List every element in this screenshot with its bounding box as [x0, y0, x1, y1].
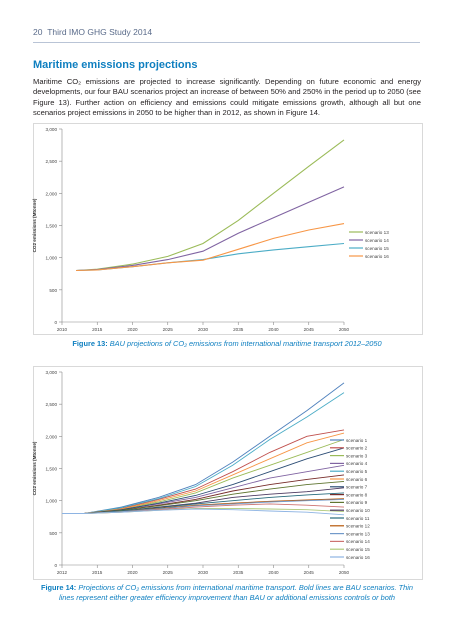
- x-tick-label: 2030: [197, 570, 209, 575]
- series-line: [62, 433, 344, 513]
- x-tick-label: 2020: [127, 570, 138, 575]
- x-tick-label: 2040: [268, 570, 279, 575]
- section-title: Maritime emissions projections: [33, 59, 198, 71]
- running-title: Third IMO GHG Study 2014: [47, 27, 153, 37]
- legend-entry: scenario 10: [346, 508, 370, 513]
- figure-13-svg: [34, 124, 422, 334]
- figure-14-chart: [33, 366, 423, 580]
- legend-entry: scenario 14: [365, 237, 389, 243]
- y-tick-label: 1,000: [45, 255, 57, 261]
- legend-entry: scenario 15: [365, 245, 389, 251]
- header-rule: [33, 42, 420, 43]
- y-axis-label: CO2 emissions (Mtonne): [32, 198, 37, 253]
- x-tick-label: 2045: [303, 570, 314, 575]
- figure-13-chart: [33, 123, 423, 335]
- x-tick-label: 2015: [92, 570, 103, 575]
- legend-entry: scenario 12: [346, 523, 370, 529]
- figure-14-caption-text: Projections of CO₂ emissions from international maritime transport. Bold lines are BAU scenarios. Thin lines represent either greater efficiency improvement than BAU or additional emissions controls or both: [58, 583, 414, 602]
- x-tick-label: 2050: [338, 327, 350, 332]
- y-axis-label: CO2 emissions (Mtonne): [32, 441, 37, 496]
- x-tick-label: 2035: [233, 570, 244, 575]
- legend-entry: scenario 5: [346, 469, 368, 474]
- body-paragraph: Maritime CO₂ emissions are projected to increase significantly. Depending on future economic and energy developments, our four BAU scenarios project an increase of between 50% and 250% in the period up to 2050 (see Figure 13). Further action on efficiency and emissions could mitigate emissions growth, although all but one scenarios project emissions in 2050 to be higher than in 2012, as shown in Figure 14.: [33, 77, 421, 117]
- y-tick-label: 2,500: [45, 159, 57, 165]
- legend-entry: scenario 13: [346, 531, 370, 537]
- x-tick-label: 2050: [338, 570, 350, 575]
- x-tick-label: 2020: [127, 327, 138, 332]
- legend-entry: scenario 16: [346, 554, 370, 560]
- page-number: 20: [33, 27, 43, 37]
- y-tick-label: 3,000: [45, 370, 57, 375]
- figure-14-label: Figure 14:: [40, 583, 77, 592]
- x-tick-label: 2045: [303, 327, 314, 332]
- legend-entry: scenario 16: [365, 253, 389, 259]
- y-tick-label: 3,000: [45, 127, 57, 132]
- x-tick-label: 2012: [56, 570, 68, 575]
- x-tick-label: 2025: [162, 570, 173, 575]
- y-tick-label: 1,500: [45, 223, 57, 229]
- figure-13-caption-text: BAU projections of CO₂ emissions from international maritime transport 2012–2050: [109, 339, 382, 348]
- x-tick-label: 2015: [92, 327, 103, 332]
- figure-14-svg: [34, 367, 422, 579]
- page-header: [33, 27, 152, 37]
- legend-entry: scenario 14: [346, 539, 370, 545]
- y-tick-label: 500: [49, 287, 57, 293]
- figure-13-caption: [33, 339, 421, 349]
- legend-entry: scenario 4: [346, 461, 368, 467]
- x-tick-label: 2030: [197, 327, 209, 332]
- x-tick-label: 2040: [268, 327, 279, 332]
- y-tick-label: 1,500: [45, 466, 57, 472]
- legend-entry: scenario 11: [346, 515, 370, 521]
- y-tick-label: 0: [54, 320, 57, 325]
- legend-entry: scenario 8: [346, 492, 368, 498]
- x-tick-label: 2035: [233, 327, 244, 332]
- legend-entry: scenario 7: [346, 484, 368, 490]
- legend-entry: scenario 9: [346, 500, 368, 506]
- y-tick-label: 0: [54, 563, 57, 568]
- x-tick-label: 2025: [162, 327, 173, 332]
- y-tick-label: 500: [49, 530, 57, 536]
- legend-entry: scenario 3: [346, 453, 368, 459]
- y-tick-label: 2,500: [45, 402, 57, 408]
- legend-entry: scenario 6: [346, 476, 368, 482]
- series-line: [62, 475, 344, 514]
- figure-13-label: Figure 13:: [72, 339, 108, 348]
- x-tick-label: 2010: [56, 327, 68, 332]
- series-line: [62, 383, 344, 514]
- figure-14-caption: [33, 583, 421, 603]
- legend-entry: scenario 1: [346, 437, 368, 443]
- series-line: [62, 465, 344, 513]
- series-line: [76, 140, 344, 271]
- legend-entry: scenario 15: [346, 547, 370, 552]
- legend-entry: scenario 13: [365, 229, 389, 235]
- y-tick-label: 2,000: [45, 434, 57, 440]
- legend-entry: scenario 2: [346, 445, 368, 451]
- y-tick-label: 2,000: [45, 191, 57, 197]
- y-tick-label: 1,000: [45, 498, 57, 504]
